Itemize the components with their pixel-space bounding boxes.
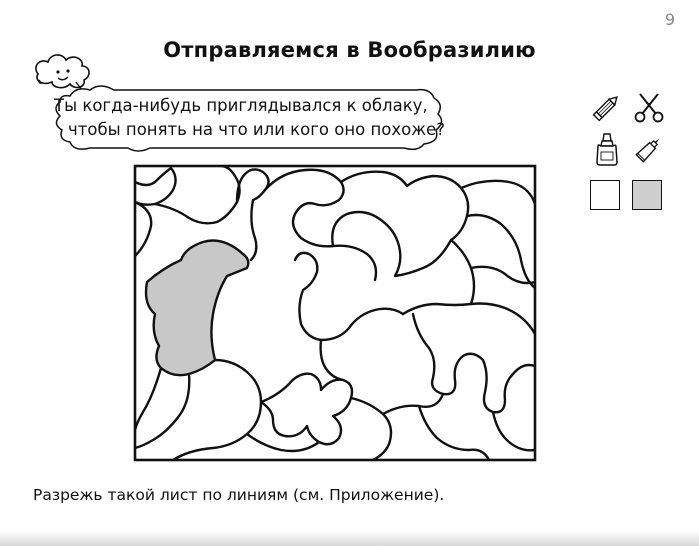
gray-paper-icon (632, 180, 662, 210)
page-number: 9 (664, 10, 675, 29)
speech-bubble (30, 52, 450, 156)
caption: Разрежь такой лист по линиям (см. Приложение). (33, 486, 445, 504)
bubble-line-2: чтобы понять на что или кого оно похоже? (68, 120, 445, 139)
page-title: Отправляемся в Вообразилию (163, 38, 536, 62)
puzzle-sheet (133, 164, 537, 462)
glue-tube-icon (632, 132, 666, 166)
page-edge-shadow (0, 530, 699, 546)
tools-panel (590, 90, 670, 220)
bubble-text (54, 94, 445, 142)
bubble-line-1: Ты когда-нибудь приглядывался к облаку, (54, 96, 428, 115)
scissors-icon (632, 90, 666, 124)
white-paper-icon (590, 180, 620, 210)
glue-bottle-icon (590, 132, 624, 166)
pencil-icon (590, 90, 624, 124)
